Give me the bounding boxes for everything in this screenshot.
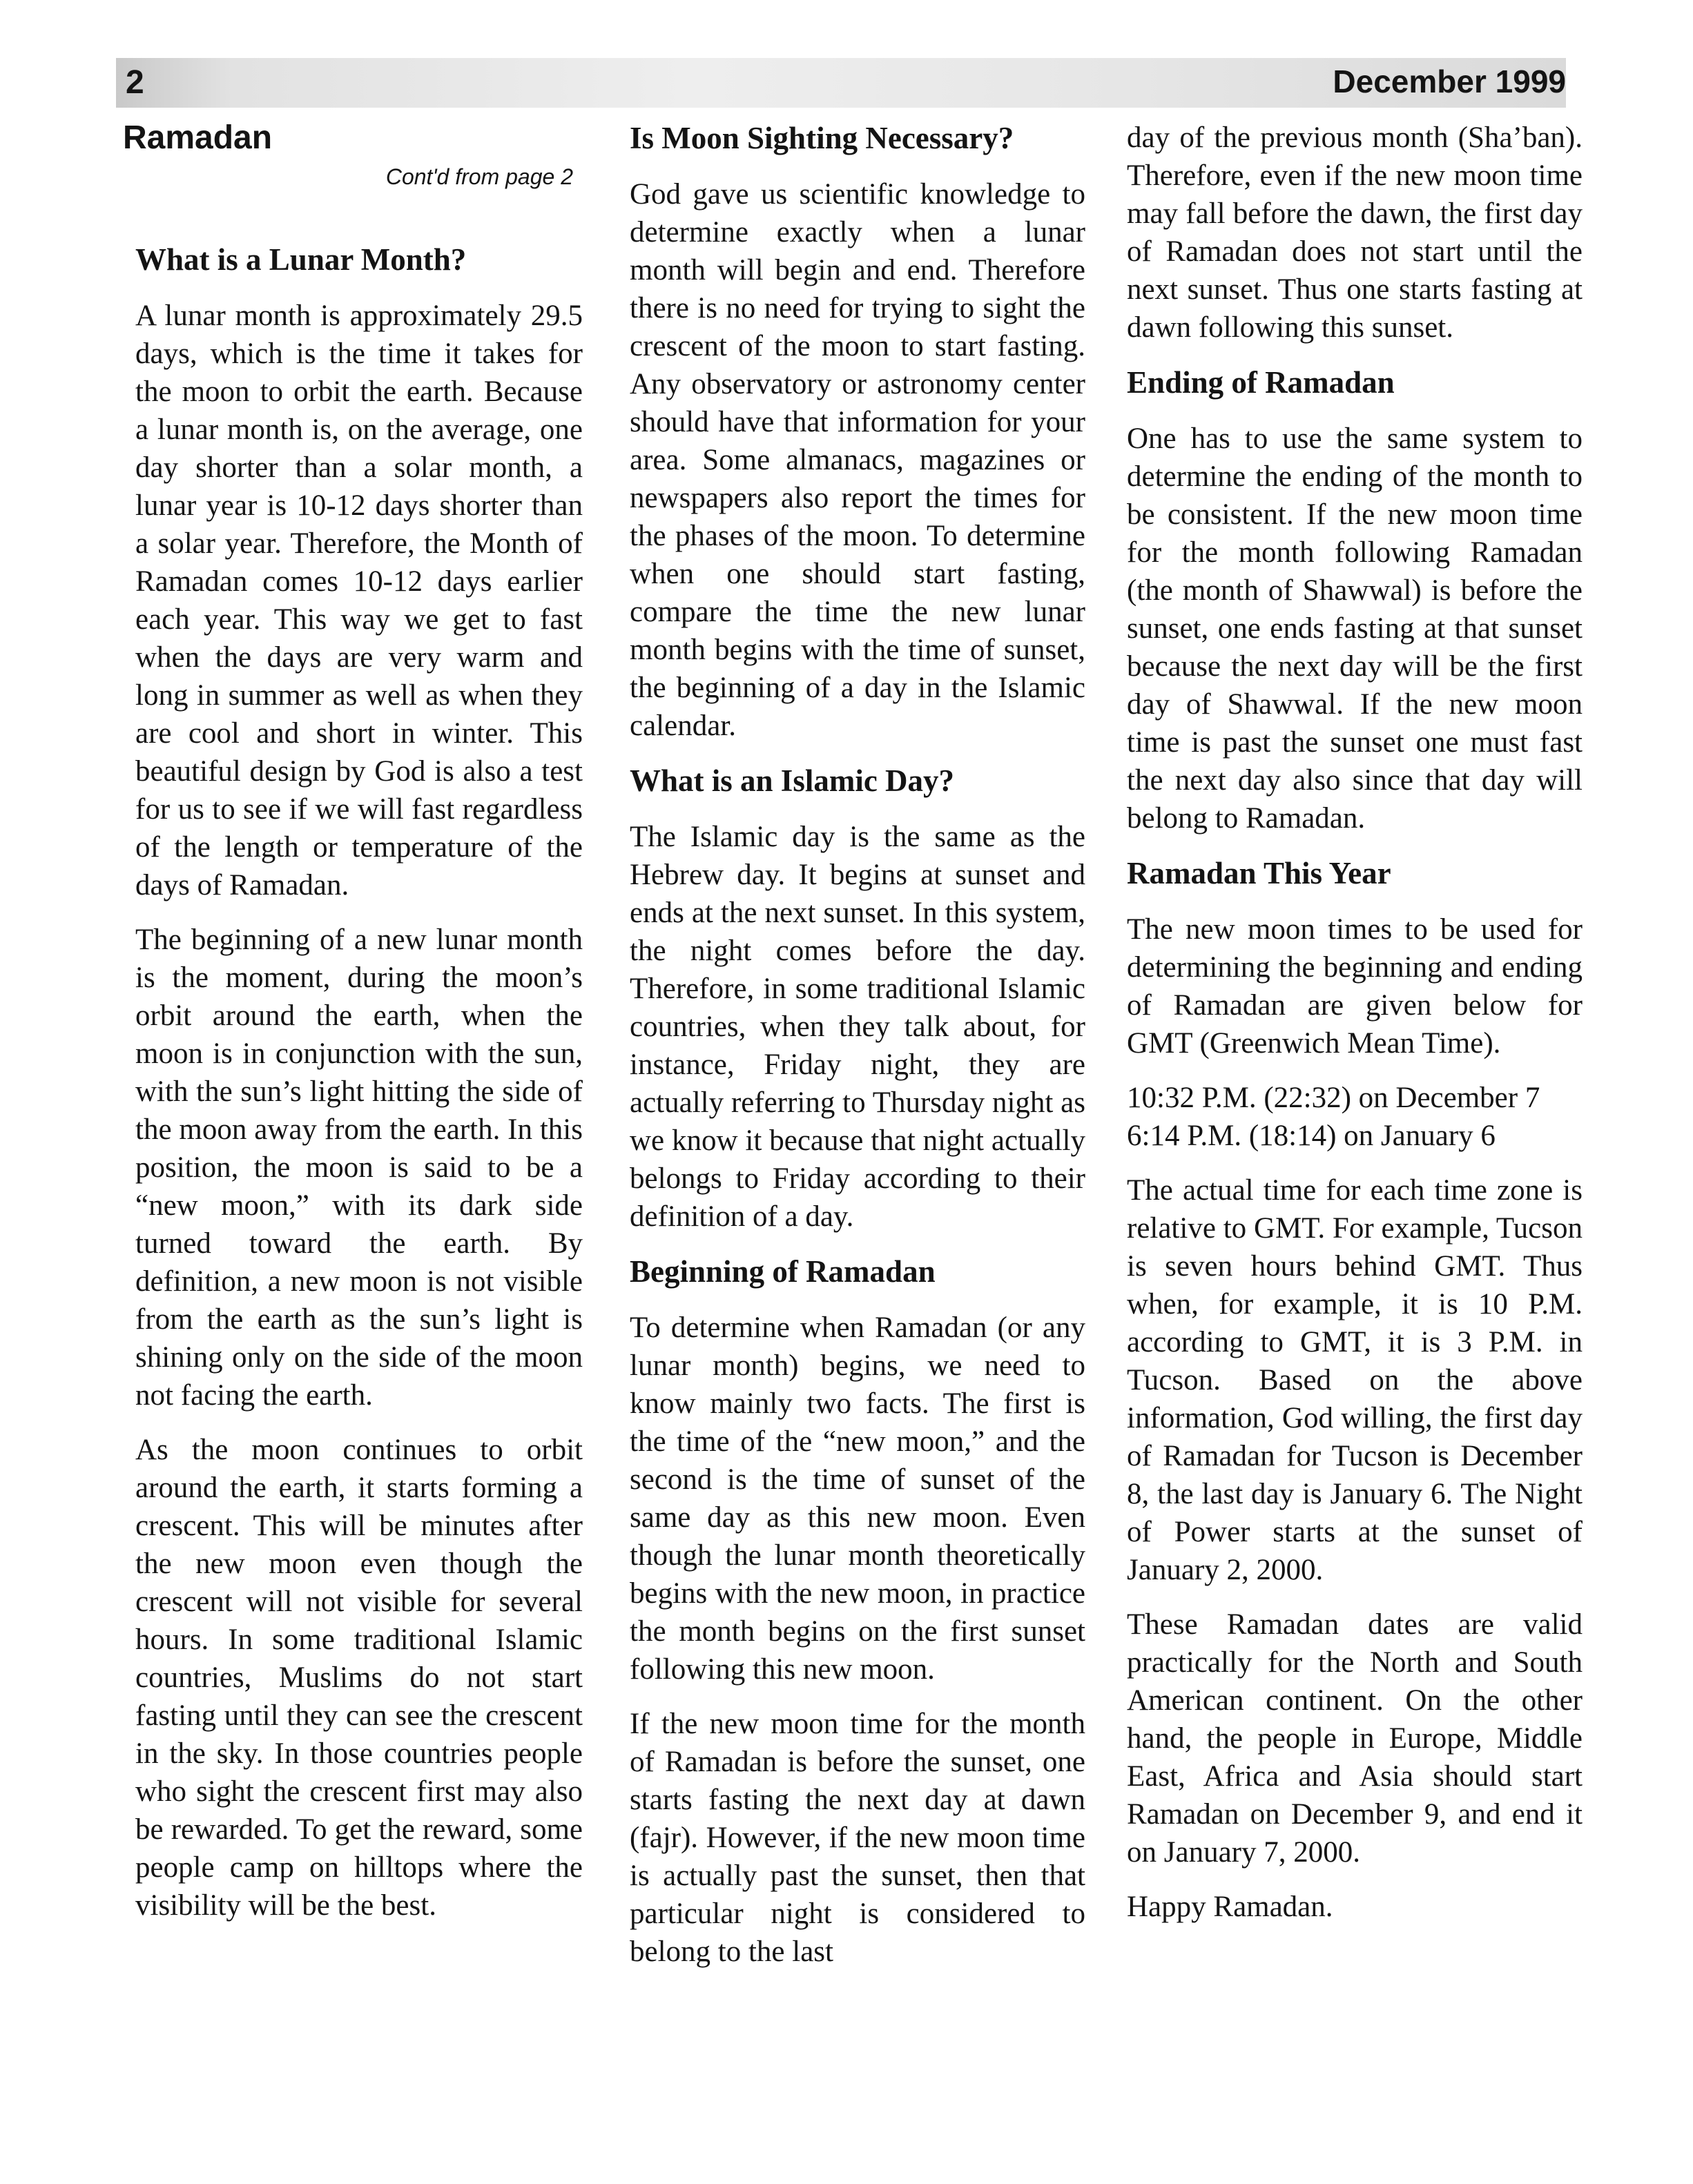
issue-date: December 1999	[1333, 64, 1566, 99]
new-moon-time-january: 6:14 P.M. (18:14) on January 6	[1127, 1120, 1496, 1152]
new-moon-time-december: 10:32 P.M. (22:32) on December 7	[1127, 1082, 1540, 1114]
column-1	[123, 119, 583, 1941]
closing-line: Happy Ramadan.	[1127, 1891, 1333, 1923]
paragraph: God gave us scientific knowledge to determine exactly when a lunar month will begin and end. Therefore there is no need for trying to sight the crescent of the moon to start fasting. Any observatory or astronomy center should have that information for your area. Some almanacs, magazines or newspapers also report the times for the phases of the moon. To determine when one should start fasting, compare the time the new lunar month begins with the time of sunset, the beginning of a day in the Islamic calendar.	[630, 178, 1085, 742]
heading-ending-of-ramadan: Ending of Ramadan	[1127, 365, 1395, 400]
continued-note: Cont'd from page 2	[385, 164, 573, 189]
column-2	[630, 119, 1085, 1987]
paragraph: As the moon continues to orbit around the earth, it starts forming a crescent. This will be minutes after the new moon even though the crescent will not visible for several hours. In some traditional Islamic countries, Muslims do not start fasting until they can see the crescent in the sky. In those countries people who sight the crescent first may also be rewarded. To get the reward, some people camp on hilltops where the visibility will be the best.	[135, 1434, 583, 1922]
paragraph: These Ramadan dates are valid practically for the North and South American continent. On the other hand, the people in Europe, Middle East, Africa and Asia should start Ramadan on December 9, and end it on January 7, 2000.	[1127, 1608, 1583, 1869]
paragraph: To determine when Ramadan (or any lunar month) begins, we need to know mainly two facts. The first is the time of the “new moon,” and the second is the time of sunset of the same day as this new moon. Even though the lunar month theoretically begins with the new moon, in practice the month begins on the first sunset following this new moon.	[630, 1312, 1085, 1686]
heading-lunar-month: What is a Lunar Month?	[135, 242, 467, 277]
paragraph: A lunar month is approximately 29.5 days, which is the time it takes for the moon to orbit the earth. Because a lunar month is, on the average, one day shorter than a solar month, a lunar year is 10-12 days shorter than a solar year. Therefore, the Month of Ramadan comes 10-12 days earlier each year. This way we get to fast when the days are very warm and long in summer as well as when they are cool and short in winter. This beautiful design by God is also a test for us to see if we will fast regardless of the length or temperature of the days of Ramadan.	[135, 300, 583, 901]
page-number: 2	[126, 64, 144, 101]
paragraph: The actual time for each time zone is relative to GMT. For example, Tucson is seven hours behind GMT. Thus when, for example, it is 10 P.M. according to GMT, it is 3 P.M. in Tucson. Based on the above information, God willing, the first day of Ramadan for Tucson is December 8, the last day is January 6. The Night of Power starts at the sunset of January 2, 2000.	[1127, 1174, 1583, 1586]
heading-moon-sighting: Is Moon Sighting Necessary?	[630, 121, 1014, 155]
paragraph: day of the previous month (Sha’ban). Therefore, even if the new moon time may fall before the dawn, the first day of Ramadan does not start until the next sunset. Thus one starts fasting at dawn following this sunset.	[1127, 121, 1583, 344]
column-3	[1127, 119, 1583, 1942]
paragraph: The Islamic day is the same as the Hebrew day. It begins at sunset and ends at the next sunset. In this system, the night comes before the day. Therefore, in some traditional Islamic countries, when they talk about, for instance, Friday night, they are actually referring to Thursday night as we know it because that night actually belongs to Friday according to their definition of a day.	[630, 821, 1085, 1233]
paragraph: If the new moon time for the month of Ramadan is before the sunset, one starts fasting the next day at dawn (fajr). However, if the new moon time is actually past the sunset, then that particular night is considered to belong to the last	[630, 1708, 1085, 1968]
heading-beginning-of-ramadan: Beginning of Ramadan	[630, 1254, 936, 1289]
paragraph: One has to use the same system to determine the ending of the month to be consistent. If the new moon time for the month following Ramadan (the month of Shawwal) is before the sunset, one ends fasting at that sunset because the next day will be the first day of Shawwal. If the new moon time is past the sunset one must fast the next day also since that day will belong to Ramadan.	[1127, 422, 1583, 835]
paragraph: The new moon times to be used for determining the beginning and ending of Ramadan are given below for GMT (Greenwich Mean Time).	[1127, 913, 1583, 1060]
heading-ramadan-this-year: Ramadan This Year	[1127, 856, 1391, 890]
section-title: Ramadan	[123, 119, 273, 156]
paragraph: The beginning of a new lunar month is the moment, during the moon’s orbit around the earth, when the moon is in conjunction with the sun, with the sun’s light hitting the side of the moon away from the earth. In this position, the moon is said to be a “new moon,” with its dark side turned toward the earth. By definition, a new moon is not visible from the earth as the sun’s light is shining only on the side of the moon not facing the earth.	[135, 924, 583, 1412]
heading-islamic-day: What is an Islamic Day?	[630, 763, 955, 798]
